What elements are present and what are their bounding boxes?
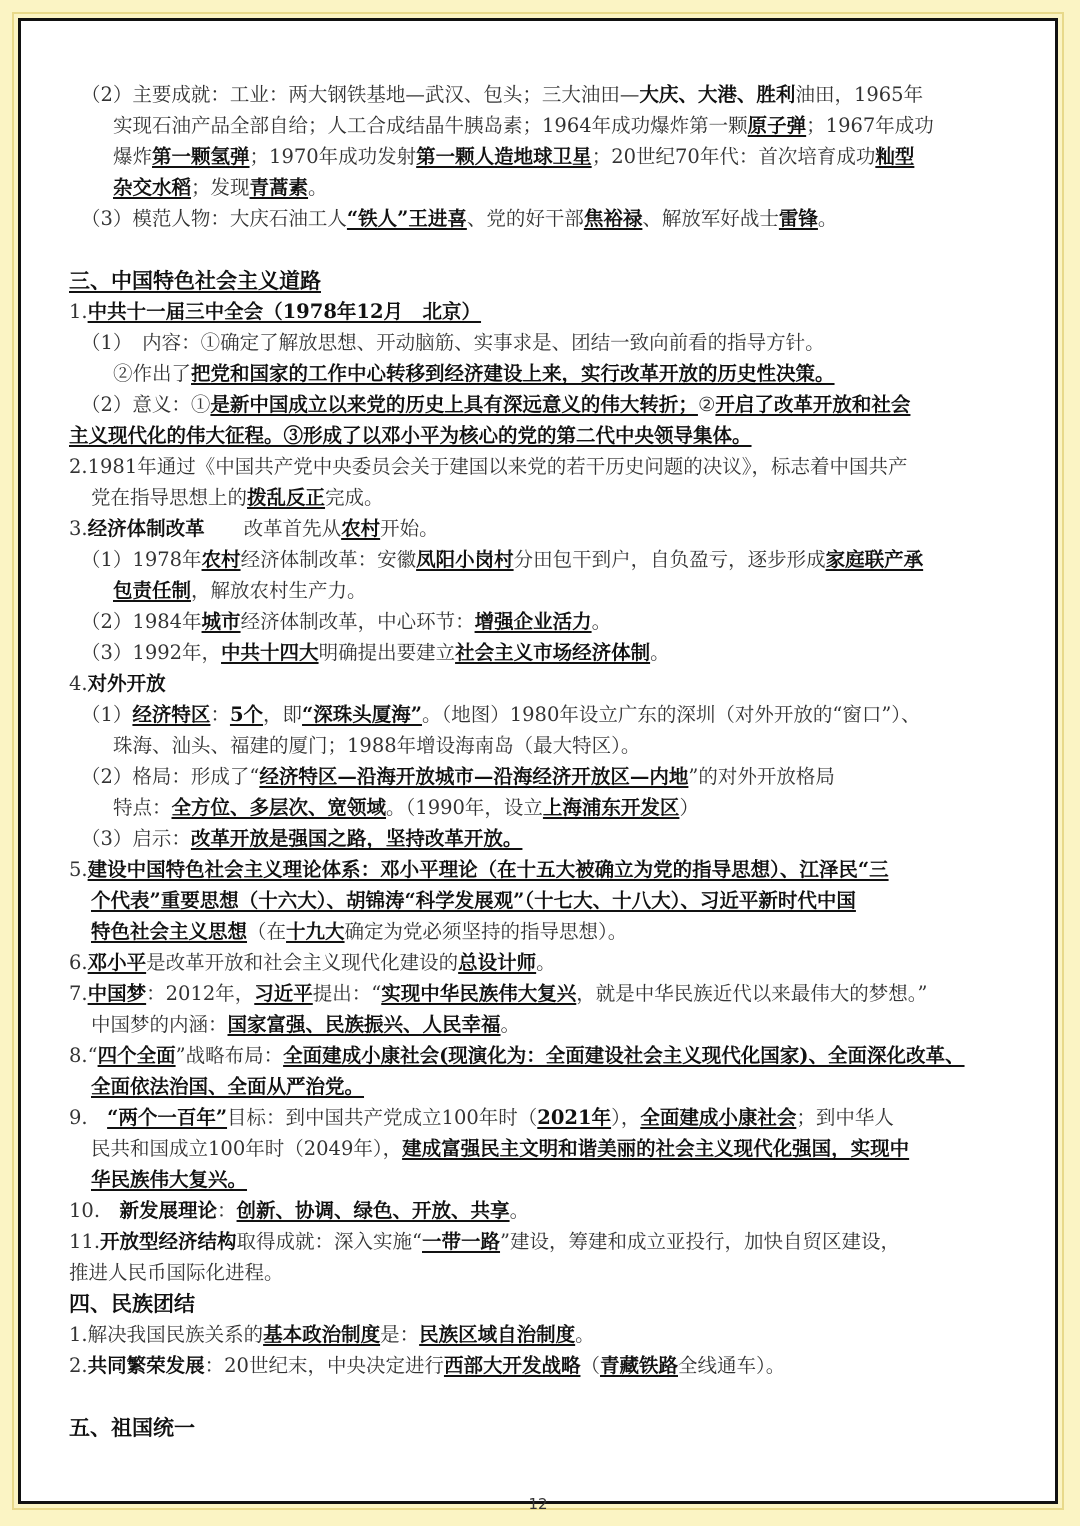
key-term: 中共十一届三中全会（1978年12月 北京）	[87, 300, 482, 323]
text-segment: 爆炸	[113, 145, 153, 168]
key-term: 中国梦	[87, 982, 147, 1005]
text-line	[69, 1009, 1031, 1040]
text-segment: 油田，1965年	[795, 83, 924, 106]
text-line	[69, 637, 1031, 668]
text-segment: 四、民族团结	[69, 1291, 195, 1316]
text-line	[69, 1257, 1031, 1288]
text-segment: 经济体制改革	[87, 517, 205, 540]
text-segment: ；1970年成功发射	[249, 145, 417, 168]
text-segment: 珠海、汕头、福建的厦门；1988年增设海南岛（最大特区）。	[113, 734, 641, 757]
text-line	[69, 699, 1031, 730]
text-segment: 。	[308, 176, 328, 199]
text-segment: ②	[697, 393, 716, 416]
text-segment: 大庆、大港、胜利	[639, 83, 796, 106]
text-segment: 完成。	[325, 486, 384, 509]
key-term: 华民族伟大复兴。	[91, 1168, 248, 1191]
text-line	[69, 141, 1031, 172]
text-line	[69, 1319, 1031, 1350]
text-segment: 1.	[69, 300, 88, 323]
text-segment: 。（1990年，设立	[386, 796, 543, 819]
text-segment: ：20世纪末，中央决定进行	[204, 1354, 444, 1377]
text-segment: 明确提出要建立	[318, 641, 456, 664]
text-segment: ；1967年成功	[806, 114, 934, 137]
key-term: 创新、协调、绿色、开放、共享	[236, 1199, 510, 1222]
text-line	[69, 823, 1031, 854]
text-line	[69, 1195, 1031, 1226]
text-segment: 。	[536, 951, 556, 974]
key-term: 建成富强民主文明和谐美丽的社会主义现代化强国，实现中	[402, 1137, 910, 1160]
text-segment: 2.	[69, 1354, 88, 1377]
text-line	[69, 389, 1031, 420]
text-segment: ；到中华人	[796, 1106, 894, 1129]
text-segment: 。	[591, 610, 612, 633]
text-line	[69, 1350, 1031, 1381]
text-segment: 1.解决我国民族关系的	[69, 1323, 264, 1346]
text-segment: 经济体制改革，中心环节：	[240, 610, 475, 633]
text-segment: 7.	[69, 982, 88, 1005]
text-segment: 全线通车）。	[678, 1354, 786, 1377]
key-term: 邓小平	[87, 951, 147, 974]
key-term: 青蒿素	[249, 176, 309, 199]
text-line	[69, 296, 1031, 327]
text-line	[69, 544, 1031, 575]
text-line	[69, 482, 1031, 513]
key-term: 经济特区	[132, 703, 211, 726]
text-segment: （2）1984年	[81, 610, 202, 633]
text-segment: 、解放军好战士	[642, 207, 779, 230]
page-number: 12	[528, 1495, 548, 1513]
key-term: 青藏铁路	[599, 1354, 678, 1377]
text-segment: （	[580, 1354, 600, 1377]
key-term: 增强企业活力	[474, 610, 592, 633]
text-segment: 推进人民币国际化进程。	[69, 1261, 284, 1284]
text-line	[69, 420, 1031, 451]
key-term: 家庭联产承	[825, 548, 924, 571]
text-segment: （2）格局：形成了“	[81, 765, 260, 788]
key-term: 全方位、多层次、宽领域	[171, 796, 387, 819]
key-term: 四个全面	[97, 1044, 176, 1067]
key-term: “深珠头厦海”	[302, 703, 422, 726]
text-segment: 。	[500, 1013, 521, 1036]
key-term: 全面建成小康社会(现演化为：全面建设社会主义现代化国家)、全面深化改革、	[283, 1044, 965, 1067]
text-segment: ，就是中华民族近代以来最伟大的梦想。”	[576, 982, 928, 1005]
text-segment: （1） 内容：①确定了解放思想、开动脑筋、实事求是、团结一致向前看的指导方针。	[81, 331, 825, 354]
text-segment: 、党的好干部	[466, 207, 584, 230]
text-segment: 五、祖国统一	[69, 1415, 195, 1440]
key-term: 把党和国家的工作中心转移到经济建设上来，实行改革开放的历史性决策。	[191, 362, 835, 385]
text-line	[69, 358, 1031, 389]
key-term: 实现中华民族伟大复兴	[381, 982, 577, 1005]
text-segment: 提出：“	[312, 982, 382, 1005]
key-term: 十九大	[286, 920, 345, 943]
text-segment: ；发现	[191, 176, 250, 199]
text-segment: 8.“	[69, 1044, 98, 1067]
key-term: 杂交水稻	[113, 176, 192, 199]
text-line	[69, 79, 1031, 110]
text-segment: （在	[247, 920, 287, 943]
text-line	[69, 110, 1031, 141]
text-segment: 2.1981年通过《中国共产党中央委员会关于建国以来党的若干历史问题的决议》，标志着中国共产	[69, 455, 908, 478]
text-segment: 6.	[69, 951, 88, 974]
text-segment: 。	[817, 207, 838, 230]
text-line	[69, 947, 1031, 978]
text-line	[69, 1164, 1031, 1195]
key-term: 一带一路	[422, 1230, 501, 1253]
text-segment: 9.	[69, 1106, 108, 1129]
text-segment: （1）1978年	[81, 548, 202, 571]
key-term: 农村	[341, 517, 381, 540]
key-term: 凤阳小岗村	[416, 548, 514, 571]
text-segment: （2）意义：①	[81, 393, 211, 416]
text-segment: 。（地图）1980年设立广东的深圳（对外开放的“窗口”）、	[421, 703, 921, 726]
key-term: 上海浦东开发区	[542, 796, 680, 819]
text-line	[69, 1226, 1031, 1257]
text-line	[69, 606, 1031, 637]
key-term: 经济特区—沿海开放城市—沿海经济开放区—内地	[259, 765, 689, 788]
text-segment: （3）1992年，	[81, 641, 222, 664]
key-term: 是新中国成立以来党的历史上具有深远意义的伟大转折；	[210, 393, 698, 416]
text-line	[69, 327, 1031, 358]
key-term: 全面依法治国、全面从严治党。	[91, 1075, 365, 1098]
key-term: 焦裕禄	[583, 207, 643, 230]
key-term: 基本政治制度	[263, 1323, 381, 1346]
blank-line	[69, 234, 1031, 265]
key-term: 西部大开发战略	[443, 1354, 581, 1377]
text-segment: 特点：	[113, 796, 172, 819]
text-segment: 目标：到中国共产党成立100年时（	[227, 1106, 538, 1129]
key-term: 原子弹	[747, 114, 807, 137]
key-term: 雷锋	[778, 207, 818, 230]
text-line	[69, 978, 1031, 1009]
text-line	[69, 1133, 1031, 1164]
key-term: “铁人”王进喜	[346, 207, 467, 230]
key-term: 社会主义市场经济体制	[455, 641, 651, 664]
key-term: 个代表”重要思想（十六大）、胡锦涛“科学发展观”（十七大、十八大）、习近平新时代中国	[91, 889, 856, 912]
text-segment: 10.	[69, 1199, 120, 1222]
text-segment: 。	[509, 1199, 530, 1222]
section-heading	[69, 265, 1031, 296]
text-segment: ”建设，筹建和成立亚投行，加快自贸区建设，	[500, 1230, 901, 1253]
text-segment: 民共和国成立100年时（2049年），	[91, 1137, 403, 1160]
text-line	[69, 451, 1031, 482]
text-segment: 共同繁荣发展	[87, 1354, 205, 1377]
text-line	[69, 761, 1031, 792]
key-term: “两个一百年”	[107, 1106, 228, 1129]
text-segment: 开放型经济结构	[100, 1230, 237, 1253]
text-segment: ），	[611, 1106, 641, 1129]
text-segment: 新发展理论	[119, 1199, 218, 1222]
key-term: 三、中国特色社会主义道路	[69, 268, 321, 293]
text-segment: ：	[217, 1199, 237, 1222]
text-segment: 取得成就：深入实施“	[236, 1230, 423, 1253]
text-segment: 11.	[69, 1230, 101, 1253]
key-term: 2021年	[537, 1106, 612, 1129]
document-body	[69, 79, 1031, 1443]
text-line	[69, 203, 1031, 234]
page-frame	[18, 18, 1058, 1513]
text-segment: （2）主要成就：工业：两大钢铁基地—武汉、包头；三大油田—	[81, 83, 640, 106]
text-segment: 党在指导思想上的	[91, 486, 248, 509]
key-term: 农村	[201, 548, 241, 571]
text-segment: ”战略布局：	[175, 1044, 284, 1067]
text-segment: 。	[650, 641, 670, 664]
key-term: 包责任制	[113, 579, 192, 602]
text-line	[69, 792, 1031, 823]
text-segment: 经济体制改革：安徽	[240, 548, 417, 571]
key-term: 拨乱反正	[247, 486, 326, 509]
key-term: 开启了改革开放和社会	[715, 393, 911, 416]
text-segment: 实现石油产品全部自给；人工合成结晶牛胰岛素；1964年成功爆炸第一颗	[113, 114, 748, 137]
text-line	[69, 1102, 1031, 1133]
text-segment: ）	[679, 796, 699, 819]
text-line	[69, 513, 1031, 544]
text-line	[69, 885, 1031, 916]
key-term: 全面建成小康社会	[640, 1106, 797, 1129]
text-segment: 中国梦的内涵：	[91, 1013, 228, 1036]
key-term: 第一颗人造地球卫星	[416, 145, 592, 168]
text-line	[69, 668, 1031, 699]
text-line	[69, 1040, 1031, 1071]
text-segment: 。	[575, 1323, 595, 1346]
text-segment: 4.	[69, 672, 88, 695]
key-term: 民族区域自治制度	[419, 1323, 576, 1346]
text-segment: 是改革开放和社会主义现代化建设的	[146, 951, 459, 974]
text-segment: 改革首先从	[204, 517, 342, 540]
text-line	[69, 916, 1031, 947]
key-term: 改革开放是强国之路，坚持改革开放。	[190, 827, 523, 850]
text-segment: 对外开放	[87, 672, 166, 695]
text-segment: 分田包干到户，自负盈亏，逐步形成	[513, 548, 826, 571]
text-segment: ，即	[263, 703, 303, 726]
text-segment: ：2012年，	[146, 982, 255, 1005]
text-line	[69, 575, 1031, 606]
text-line	[69, 1071, 1031, 1102]
text-line	[69, 172, 1031, 203]
text-line	[69, 854, 1031, 885]
text-segment: ：	[210, 703, 230, 726]
key-term: 主义现代化的伟大征程。③形成了以邓小平为核心的党的第二代中央领导集体。	[69, 424, 752, 447]
section-heading	[69, 1288, 1031, 1319]
text-segment: 是：	[380, 1323, 420, 1346]
key-term: 建设中国特色社会主义理论体系：邓小平理论（在十五大被确立为党的指导思想）、江泽民“三	[87, 858, 889, 881]
text-segment: （3）启示：	[81, 827, 191, 850]
section-heading	[69, 1412, 1031, 1443]
key-term: 5个	[229, 703, 264, 726]
text-segment: 5.	[69, 858, 88, 881]
key-term: 城市	[201, 610, 241, 633]
key-term: 中共十四大	[221, 641, 319, 664]
text-segment: 确定为党必须坚持的指导思想）。	[344, 920, 628, 943]
text-segment: ②作出了	[113, 362, 192, 385]
text-segment: ；20世纪70年代：首次培育成功	[591, 145, 876, 168]
key-term: 籼型	[875, 145, 915, 168]
text-segment: 开始。	[380, 517, 439, 540]
text-segment: （3）模范人物：大庆石油工人	[81, 207, 347, 230]
text-segment: ，解放农村生产力。	[191, 579, 367, 602]
key-term: 习近平	[254, 982, 313, 1005]
key-term: 第一颗氢弹	[152, 145, 250, 168]
text-line	[69, 730, 1031, 761]
text-segment: ”的对外开放格局	[688, 765, 835, 788]
blank-line	[69, 1381, 1031, 1412]
text-segment: 3.	[69, 517, 88, 540]
key-term: 特色社会主义思想	[91, 920, 248, 943]
text-segment: （1）	[81, 703, 133, 726]
key-term: 国家富强、民族振兴、人民幸福	[227, 1013, 501, 1036]
key-term: 总设计师	[458, 951, 537, 974]
